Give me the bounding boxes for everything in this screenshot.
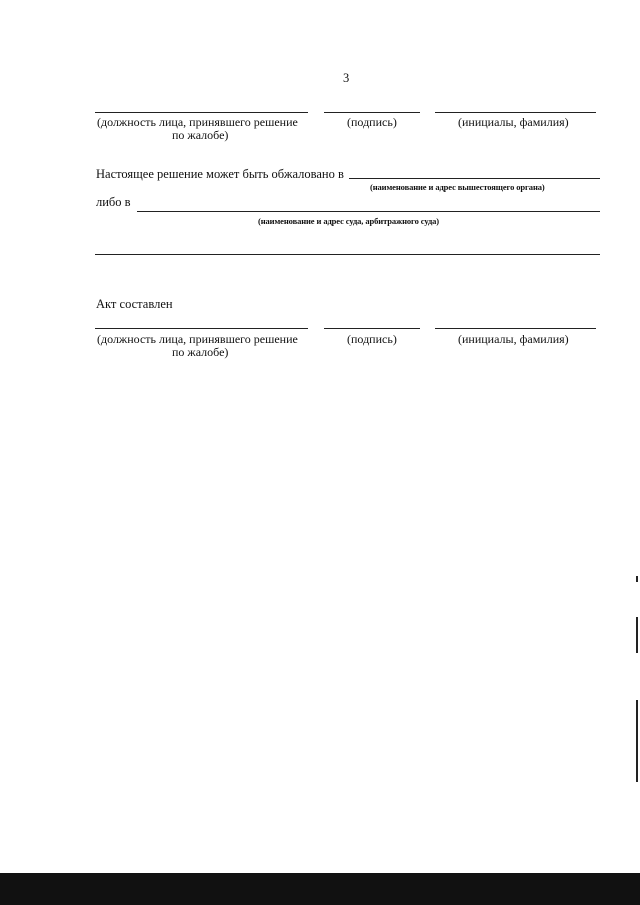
scan-edge-mark bbox=[636, 576, 638, 582]
position-line bbox=[95, 112, 308, 113]
signature-caption: (подпись) bbox=[347, 115, 397, 129]
position-line-2 bbox=[95, 328, 308, 329]
higher-authority-caption: (наименование и адрес вышестоящего органа) bbox=[370, 182, 545, 192]
act-text: Акт составлен bbox=[96, 297, 173, 311]
position-caption-continued: по жалобе) bbox=[172, 128, 229, 142]
court-line bbox=[137, 211, 600, 212]
court-line-continued bbox=[95, 254, 600, 255]
name-line-2 bbox=[435, 328, 596, 329]
higher-authority-line bbox=[349, 178, 600, 179]
appeal-text: Настоящее решение может быть обжаловано в bbox=[96, 167, 344, 181]
position-caption-2: (должность лица, принявшего решение bbox=[97, 332, 298, 346]
scan-edge-mark bbox=[636, 700, 638, 782]
name-caption: (инициалы, фамилия) bbox=[458, 115, 569, 129]
page-number: 3 bbox=[343, 71, 350, 85]
signature-caption-2: (подпись) bbox=[347, 332, 397, 346]
or-text: либо в bbox=[96, 195, 131, 209]
scan-bottom-bar bbox=[0, 873, 640, 905]
court-caption: (наименование и адрес суда, арбитражного суда) bbox=[258, 216, 440, 226]
position-caption-2-continued: по жалобе) bbox=[172, 345, 229, 359]
name-caption-2: (инициалы, фамилия) bbox=[458, 332, 569, 346]
signature-line bbox=[324, 112, 420, 113]
signature-line-2 bbox=[324, 328, 420, 329]
position-caption: (должность лица, принявшего решение bbox=[97, 115, 298, 129]
name-line bbox=[435, 112, 596, 113]
scan-edge-mark bbox=[636, 617, 638, 653]
